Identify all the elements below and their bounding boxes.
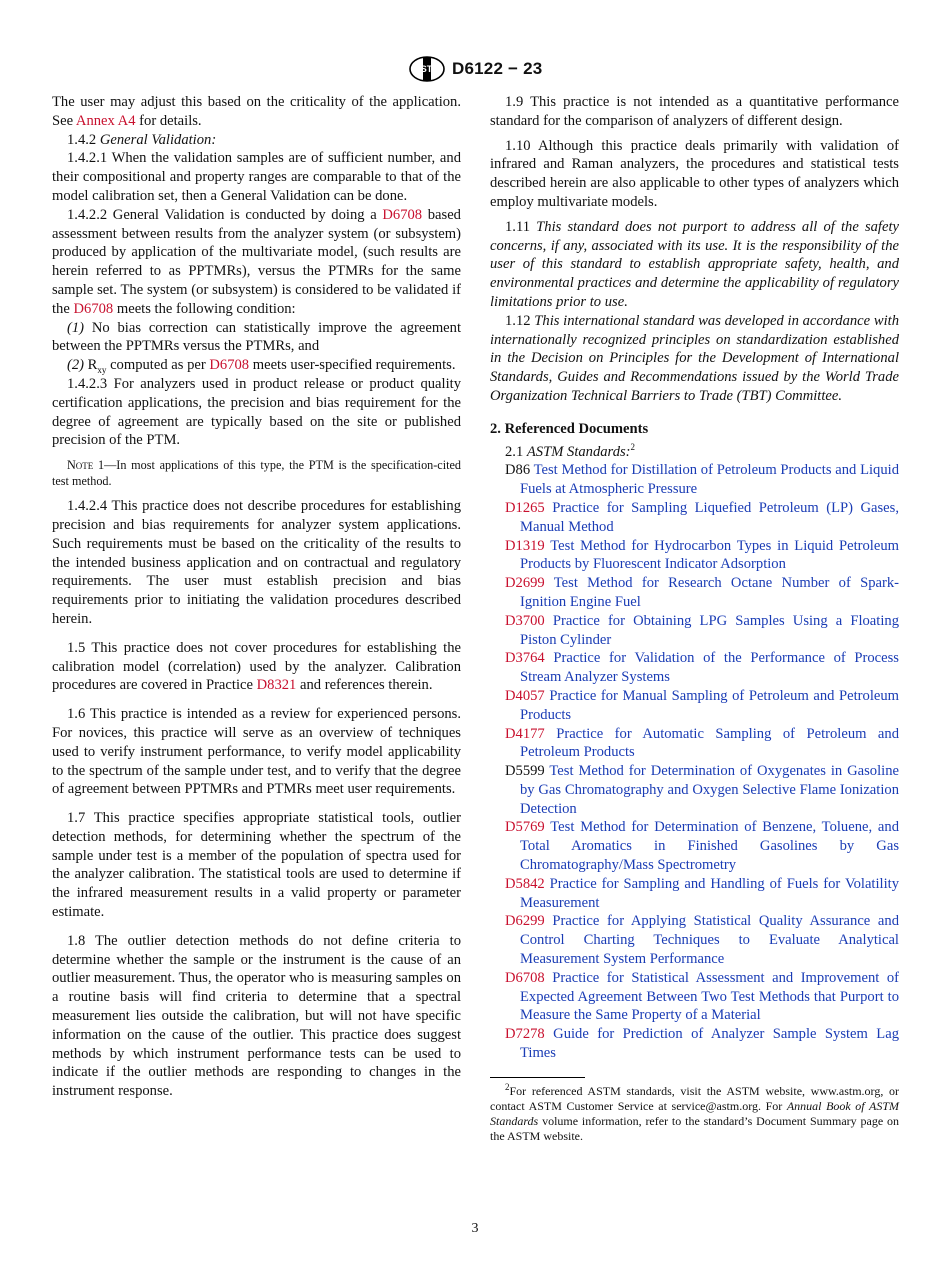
reference-title-link[interactable]: Practice for Manual Sampling of Petroleum and Petroleum Products	[520, 687, 899, 723]
reference-item	[490, 1025, 899, 1063]
paragraph: 1.4.2.1 When the validation samples are of sufficient number, and their compositional and property ranges are comparable to that of the model calibration set, then a General Validation can be done.	[52, 150, 461, 204]
svg-text:ASTM: ASTM	[414, 64, 440, 74]
page-number: 3	[471, 1221, 479, 1236]
reference-code-link[interactable]: D2699	[505, 575, 545, 592]
reference-code-link[interactable]: D3764	[505, 650, 545, 667]
paragraph: 1.4.2.2 General Validation is conducted by doing a D6708 based assessment between results from the analyzer system (or subsystem) produced by application of the multivariate model, (such results are herein referred to as PPTMRs), versus the PTMRs for the same sample set. The system (or subsystem) is considered to be validated if the D6708 meets the following condition:	[52, 206, 461, 317]
reference-code-link[interactable]: D3700	[505, 612, 545, 629]
reference-item	[490, 912, 899, 968]
left-column	[52, 93, 461, 1101]
reference-code-link[interactable]: D4057	[505, 687, 545, 704]
reference-title-link[interactable]: Test Method for Determination of Benzene, Toluene, and Total Aromatics in Finished Gasolines by Gas Chromatography/Mass Spectrometry	[520, 819, 899, 874]
reference-title-link[interactable]: Guide for Prediction of Analyzer Sample System Lag Times	[520, 1026, 899, 1062]
reference-item	[490, 574, 899, 612]
annex-link[interactable]: Annex A4	[75, 112, 136, 129]
paragraph: 1.10 Although this practice deals primarily with validation of infrared and Raman analyzers, the procedures and statistical tests described herein are also applicable to other types of analyzers which employ multivariate models.	[490, 137, 899, 210]
reference-code-link[interactable]: D86	[505, 462, 531, 479]
page-header	[0, 56, 950, 88]
reference-item	[490, 875, 899, 913]
reference-code-link[interactable]: D1319	[505, 537, 545, 554]
reference-item	[490, 499, 899, 537]
paragraph: 1.4.2 General Validation:	[67, 131, 217, 148]
reference-item	[490, 612, 899, 650]
section-heading: 2. Referenced Documents	[490, 420, 649, 437]
note: Note 1—In most applications of this type, the PTM is the specification-cited test method.	[52, 458, 461, 488]
reference-code-link[interactable]: D1265	[505, 499, 545, 516]
paragraph: 1.9 This practice is not intended as a quantitative performance standard for the comparison of analyzers of different design.	[490, 94, 899, 129]
reference-title-link[interactable]: Test Method for Distillation of Petroleum Products and Liquid Fuels at Atmospheric Pressure	[520, 462, 899, 498]
paragraph: 1.4.2.4 This practice does not describe procedures for establishing precision and bias requirements for analyzer system applications. Such requirements must be based on the criticality of the results to the intended business application and on contractual and regulatory requirements. The user must establish precision and bias requirements prior to initiating the validation procedures described herein.	[52, 498, 461, 627]
right-column	[490, 93, 899, 1145]
paragraph: (1) No bias correction can statistically improve the agreement between the PPTMRs versus the PTMRs, and	[52, 319, 461, 355]
reference-item	[490, 461, 899, 499]
astm-logo-icon	[409, 56, 445, 82]
document-id: D6122 − 23	[452, 59, 543, 78]
reference-item	[490, 969, 899, 1025]
reference-list	[490, 461, 899, 1063]
reference-code-link[interactable]: D5599	[505, 763, 545, 780]
reference-title-link[interactable]: Practice for Validation of the Performance of Process Stream Analyzer Systems	[520, 650, 899, 686]
reference-title-link[interactable]: Practice for Sampling and Handling of Fuels for Volatility Measurement	[520, 875, 899, 911]
paragraph: 1.8 The outlier detection methods do not define criteria to determine whether the sample or the instrument is the cause of an outlier measurement. Thus, the operator who is measuring samples on a routine basis will find criteria to determine that a spectral measurement lies outside the calibration, but will not have specific information on the cause of the outlier. This practice does suggest methods by which instrument performance tests can be used to indicate if the outlier methods are responding to changes in the instrument response.	[52, 932, 461, 1100]
paragraph: The user may adjust this based on the criticality of the application. See Annex A4 for details.	[52, 94, 461, 129]
paragraph: 1.4.2.3 For analyzers used in product release or product quality certification applications, the precision and bias requirement for the degree of agreement are typically based on the site or published precision of the PTM.	[52, 375, 461, 449]
reference-item	[490, 725, 899, 763]
reference-code-link[interactable]: D4177	[505, 725, 545, 742]
reference-title-link[interactable]: Practice for Sampling Liquefied Petroleum (LP) Gases, Manual Method	[520, 499, 899, 535]
paragraph: 1.11 This standard does not purport to address all of the safety concerns, if any, associated with its use. It is the responsibility of the user of this standard to establish appropriate safety, health, and environmental practices and determine the applicability of regulatory limitations prior to use.	[490, 218, 899, 310]
reference-item	[490, 537, 899, 575]
reference-title-link[interactable]: Practice for Statistical Assessment and Improvement of Expected Agreement Between Two Test Methods that Purport to Measure the Same Property of a Material	[520, 969, 899, 1024]
reference-title-link[interactable]: Practice for Automatic Sampling of Petroleum and Petroleum Products	[520, 725, 900, 761]
paragraph: 1.12 This international standard was developed in accordance with internationally recognized principles on standardization established in the Decision on Principles for the Development of International Standards, Guides and Recommendations issued by the World Trade Organization Technical Barriers to Trade (TBT) Committee.	[490, 312, 900, 404]
reference-link[interactable]: D8321	[256, 677, 297, 694]
reference-link[interactable]: D6708	[73, 300, 114, 317]
reference-item	[490, 818, 899, 874]
reference-title-link[interactable]: Test Method for Hydrocarbon Types in Liquid Petroleum Products by Fluorescent Indicator Adsorption	[520, 537, 899, 573]
reference-code-link[interactable]: D5842	[505, 875, 545, 892]
reference-item	[490, 762, 899, 818]
footnote-divider	[490, 1077, 585, 1078]
subsection-heading: 2.1 ASTM Standards:$^2$	[505, 441, 636, 460]
paragraph: 1.5 This practice does not cover procedures for establishing the calibration model (correlation) used by the analyzer. Calibration procedures are covered in Practice D8321 and references therein.	[52, 639, 461, 694]
reference-link[interactable]: D6708	[382, 206, 423, 223]
reference-title-link[interactable]: Practice for Obtaining LPG Samples Using a Floating Piston Cylinder	[520, 612, 899, 648]
reference-item	[490, 687, 899, 725]
footnote: $^2$For referenced ASTM standards, visit the ASTM website, www.astm.org, or contact ASTM Customer Service at service@astm.org. For Annual Book of ASTM Standards volume information, refer to the standard’s Document Summary page on the ASTM website.	[490, 1081, 899, 1144]
reference-code-link[interactable]: D6299	[505, 913, 545, 930]
reference-code-link[interactable]: D5769	[505, 819, 545, 836]
paragraph: 1.7 This practice specifies appropriate statistical tools, outlier detection methods, for determining whether the spectrum of the sample under test is a member of the population of spectra used for the analyzer calibration. The statistical tools are used to determine if the infrared measurement results in a valid property or parameter estimate.	[52, 810, 461, 921]
paragraph: (2) $R_{xy}$ computed as per D6708 meets user-specified requirements.	[67, 357, 456, 376]
reference-code-link[interactable]: D6708	[505, 969, 545, 986]
paragraph: 1.6 This practice is intended as a review for experienced persons. For novices, this practice will serve as an overview of techniques used to verify instrument performance, to verify model applicability to the spectrum of the sample under test, and to verify that the degree of agreement between PPTMRs and PTMRs meet user requirements.	[52, 706, 461, 798]
reference-title-link[interactable]: Practice for Applying Statistical Quality Assurance and Control Charting Techniques to Evaluate Analytical Measurement System Performance	[520, 913, 899, 968]
reference-item	[490, 649, 899, 687]
reference-link[interactable]: D6708	[209, 357, 250, 374]
reference-title-link[interactable]: Test Method for Determination of Oxygenates in Gasoline by Gas Chromatography and Oxygen Selective Flame Ionization Detection	[520, 763, 899, 817]
reference-code-link[interactable]: D7278	[505, 1026, 545, 1043]
reference-title-link[interactable]: Test Method for Research Octane Number of Spark-Ignition Engine Fuel	[520, 575, 899, 610]
